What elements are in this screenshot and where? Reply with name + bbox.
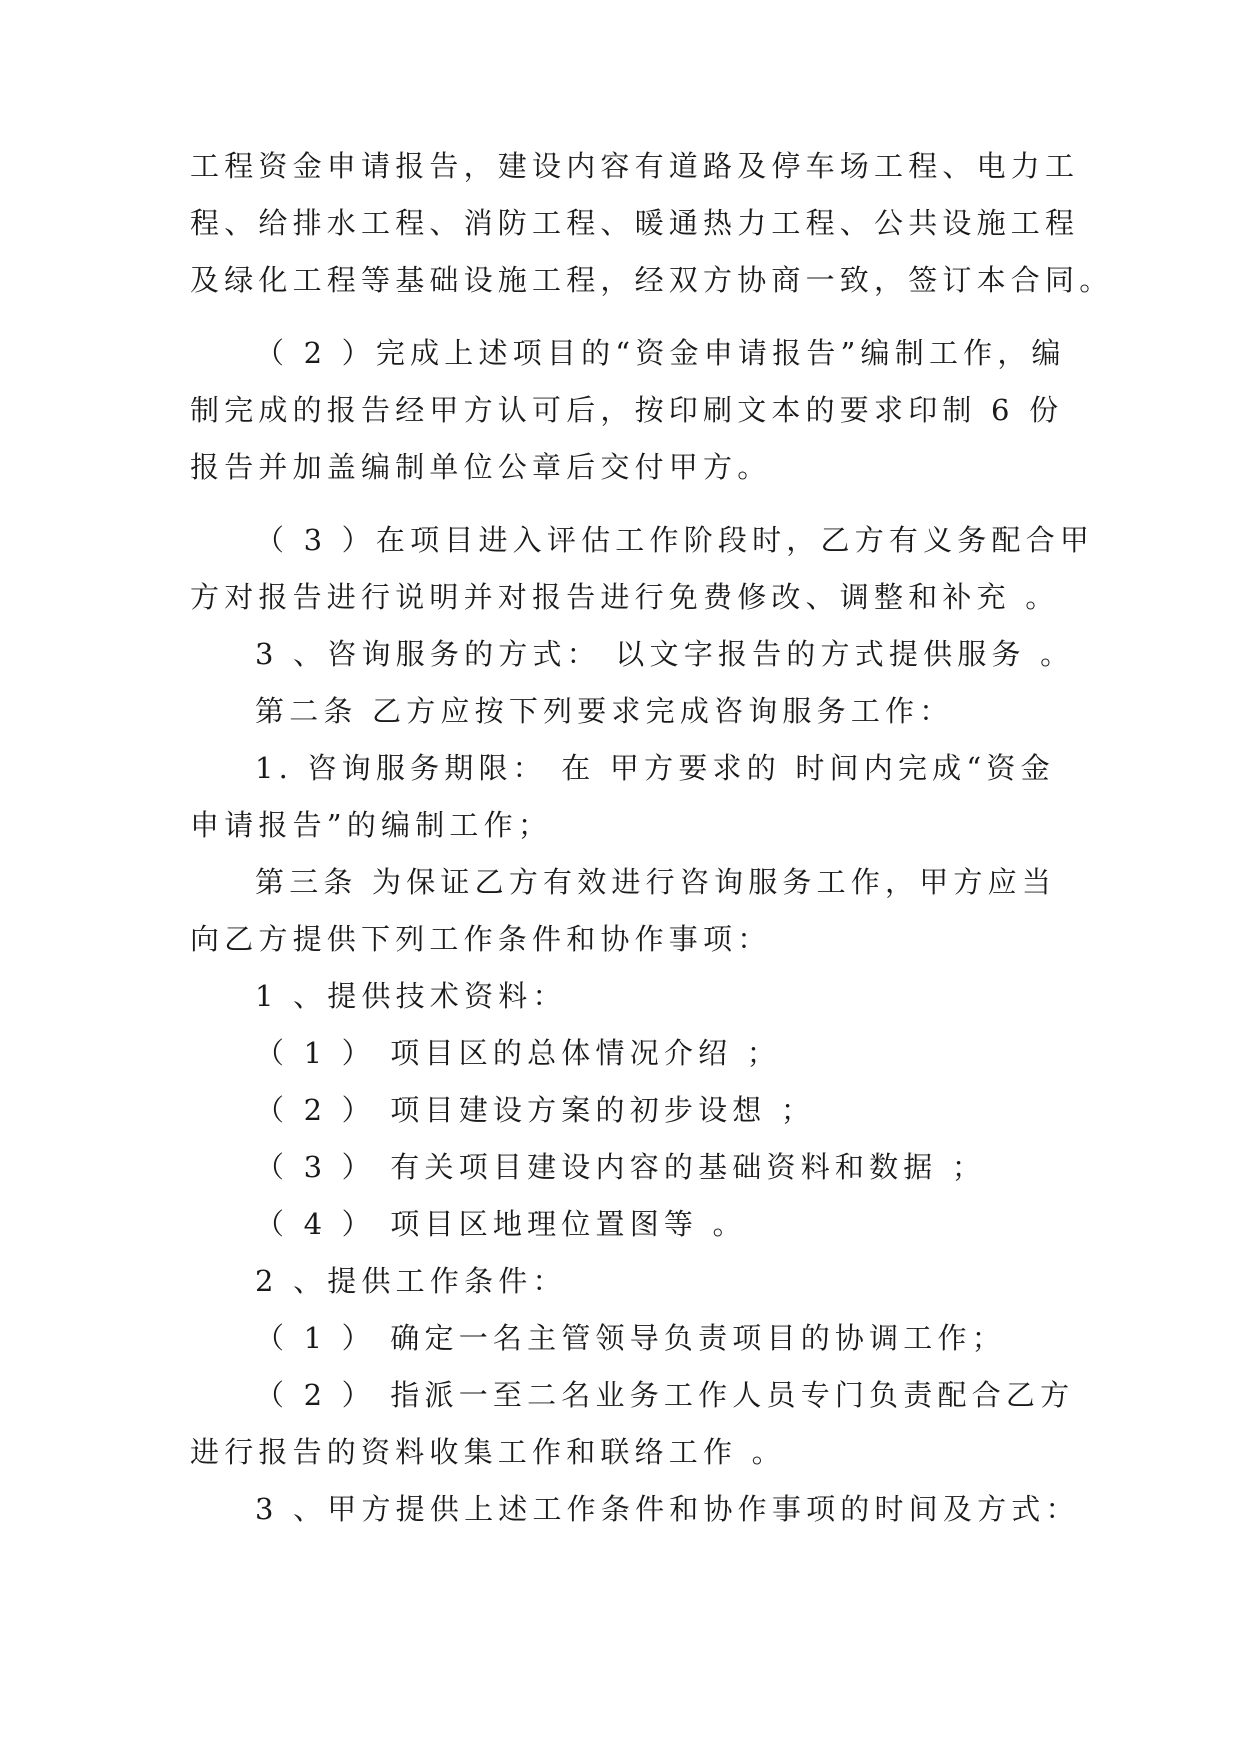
- text-line: 申请报告”的编制工作；: [190, 808, 553, 842]
- text-line: 制完成的报告经甲方认可后，按印刷文本的要求印制 6 份: [190, 393, 1064, 427]
- text-line: 第二条 乙方应按下列要求完成咨询服务工作：: [255, 694, 954, 728]
- text-line: 及绿化工程等基础设施工程，经双方协商一致，签订本合同。: [190, 263, 1114, 297]
- text-line: 向乙方提供下列工作条件和协作事项：: [190, 922, 772, 956]
- text-line: 1 、提供技术资料：: [255, 979, 567, 1013]
- text-line: 方对报告进行说明并对报告进行免费修改、调整和补充 。: [190, 580, 1060, 614]
- text-line: 3 、甲方提供上述工作条件和协作事项的时间及方式：: [255, 1492, 1080, 1526]
- text-line: 2 、提供工作条件：: [255, 1264, 567, 1298]
- text-line: 报告并加盖编制单位公章后交付甲方。: [190, 450, 772, 484]
- text-line: 1. 咨询服务期限： 在 甲方要求的 时间内完成“资金: [255, 751, 1055, 785]
- text-line: 工程资金申请报告，建设内容有道路及停车场工程、电力工: [190, 149, 1080, 183]
- text-line: （ 2 ） 项目建设方案的初步设想 ；: [255, 1093, 816, 1127]
- text-line: 第三条 为保证乙方有效进行咨询服务工作，甲方应当: [255, 865, 1057, 899]
- text-line: 进行报告的资料收集工作和联络工作 。: [190, 1435, 786, 1469]
- text-line: （ 1 ） 项目区的总体情况介绍 ；: [255, 1036, 781, 1070]
- text-line: 程、给排水工程、消防工程、暖通热力工程、公共设施工程: [190, 206, 1080, 240]
- text-line: 3 、咨询服务的方式： 以文字报告的方式提供服务 。: [255, 637, 1075, 671]
- text-line: （ 3 ）在项目进入评估工作阶段时，乙方有义务配合甲: [255, 523, 1095, 557]
- text-line: （ 2 ）完成上述项目的“资金申请报告”编制工作，编: [255, 336, 1066, 370]
- text-line: （ 4 ） 项目区地理位置图等 。: [255, 1207, 747, 1241]
- text-line: （ 3 ） 有关项目建设内容的基础资料和数据 ；: [255, 1150, 987, 1184]
- text-line: （ 2 ） 指派一至二名业务工作人员专门负责配合乙方: [255, 1378, 1075, 1412]
- text-line: （ 1 ） 确定一名主管领导负责项目的协调工作；: [255, 1321, 1006, 1355]
